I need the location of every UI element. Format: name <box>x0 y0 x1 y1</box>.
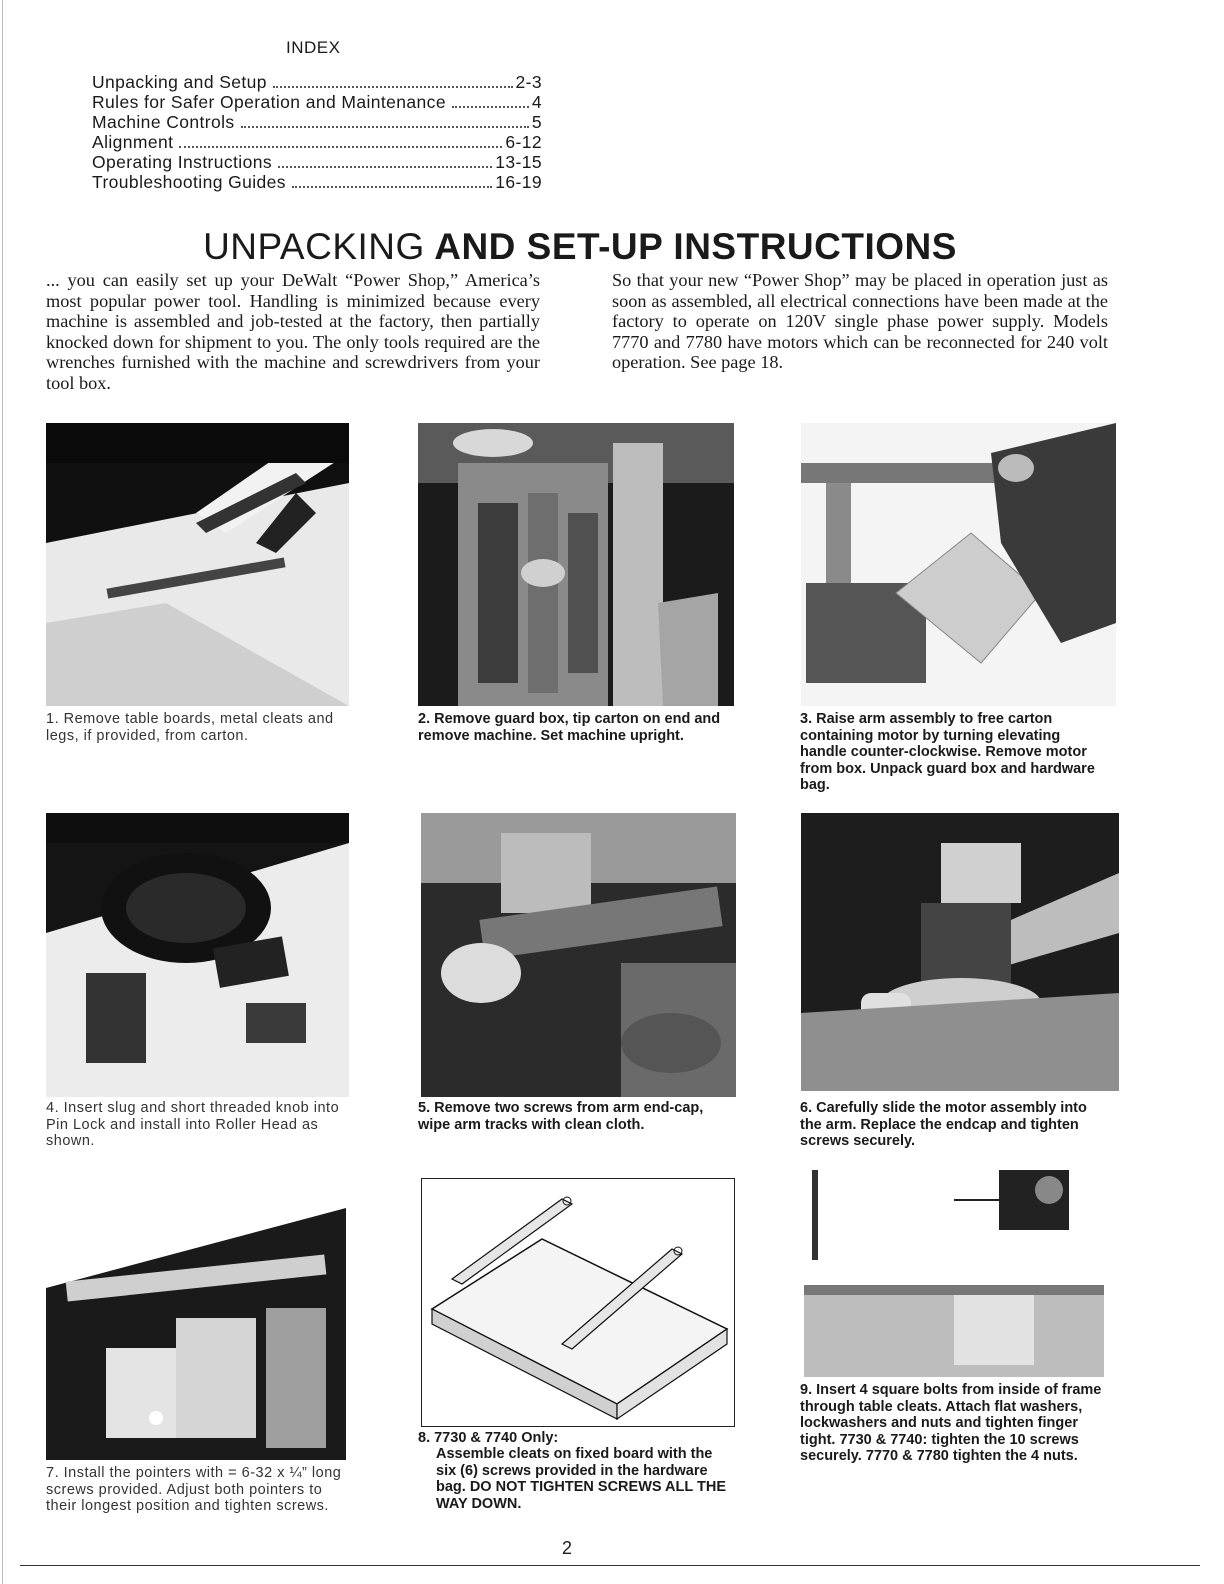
index-entry <box>92 172 542 192</box>
index-entry-label: Unpacking and Setup <box>92 72 267 92</box>
step-8-caption-head: 8. 7730 & 7740 Only: <box>418 1430 559 1446</box>
step-5-caption: 5. Remove two screws from arm end-cap, wipe arm tracks with clean cloth. <box>418 1100 704 1133</box>
step-2-photo <box>418 423 734 706</box>
index-entry-pages: 2-3 <box>515 72 542 92</box>
index-leader <box>179 145 502 148</box>
step-6-photo <box>801 813 1119 1091</box>
index-leader <box>241 125 529 128</box>
index-entry-label: Operating Instructions <box>92 152 272 172</box>
step-6-caption: 6. Carefully slide the motor assembly into the arm. Replace the endcap and tighten screws securely. <box>800 1100 1087 1149</box>
index-entry-pages: 6-12 <box>505 132 542 152</box>
index-entry-label: Machine Controls <box>92 112 235 132</box>
index-leader <box>292 185 492 188</box>
index-entry-pages: 4 <box>531 92 542 112</box>
step-8-caption: Assemble cleats on fixed board with the six (6) screws provided in the hardware bag. DO NOT TIGHTEN SCREWS ALL THE WAY DOWN. <box>436 1446 726 1512</box>
page-number: 2 <box>562 1538 573 1558</box>
index-entry-pages: 5 <box>531 112 542 132</box>
index-title: INDEX <box>286 38 341 57</box>
step-9-caption: 9. Insert 4 square bolts from inside of frame through table cleats. Attach flat washers, lockwashers and nuts and tighten finger tight. 7730 & 7740: tighten the 10 screws securely. 7770 & 7780 tighten the 4 nuts. <box>800 1382 1102 1464</box>
step-5-photo <box>421 813 736 1097</box>
index-entry-label: Rules for Safer Operation and Maintenance <box>92 92 446 112</box>
index-list <box>92 72 542 192</box>
intro-left-paragraph: ... you can easily set up your DeWalt “Power Shop,” America’s most popular power tool. Handling is minimized because every machine is assembled and job-tested at the factory, then partially knocked down for shipment to you. The only tools required are the wrenches furnished with the machine and screwdrivers from your tool box. <box>46 270 540 393</box>
index-entry-pages: 16-19 <box>495 172 542 192</box>
heading-part-1: UNPACKING <box>203 226 425 267</box>
page-heading <box>0 226 1160 268</box>
step-7-photo <box>46 1208 346 1460</box>
step-1-photo <box>46 423 349 706</box>
index-leader <box>273 85 513 88</box>
step-4-photo <box>46 813 349 1097</box>
step-7-caption: 7. Install the pointers with = 6-32 x ¼” long screws provided. Adjust both pointers to their longest position and tighten screws. <box>46 1465 342 1514</box>
intro-right-paragraph: So that your new “Power Shop” may be placed in operation just as soon as assembled, all electrical connections have been made at the factory to operate on 120V single phase power supply. Models 7770 and 7780 have motors which can be reconnected for 240 volt operation. See page 18. <box>612 270 1108 372</box>
index-entry <box>92 112 542 132</box>
index-entry <box>92 132 542 152</box>
index-entry <box>92 92 542 112</box>
index-entry-pages: 13-15 <box>495 152 542 172</box>
bottom-rule <box>20 1565 1200 1566</box>
heading-part-2: AND SET-UP INSTRUCTIONS <box>434 226 957 267</box>
step-1-caption: 1. Remove table boards, metal cleats and legs, if provided, from carton. <box>46 711 334 744</box>
index-entry <box>92 72 542 92</box>
step-3-photo <box>801 423 1116 706</box>
step-8-diagram <box>421 1178 735 1427</box>
step-3-caption: 3. Raise arm assembly to free carton containing motor by turning elevating handle counter-clockwise. Remove motor from box. Unpack guard box and hardware bag. <box>800 711 1095 793</box>
step-9-photo <box>804 1170 1104 1377</box>
index-leader <box>452 105 529 108</box>
index-entry-label: Alignment <box>92 132 174 152</box>
index-entry-label: Troubleshooting Guides <box>92 172 286 192</box>
step-2-caption: 2. Remove guard box, tip carton on end and remove machine. Set machine upright. <box>418 711 721 744</box>
index-leader <box>278 165 492 168</box>
step-4-caption: 4. Insert slug and short threaded knob into Pin Lock and install into Roller Head as shown. <box>46 1100 340 1149</box>
index-entry <box>92 152 542 172</box>
